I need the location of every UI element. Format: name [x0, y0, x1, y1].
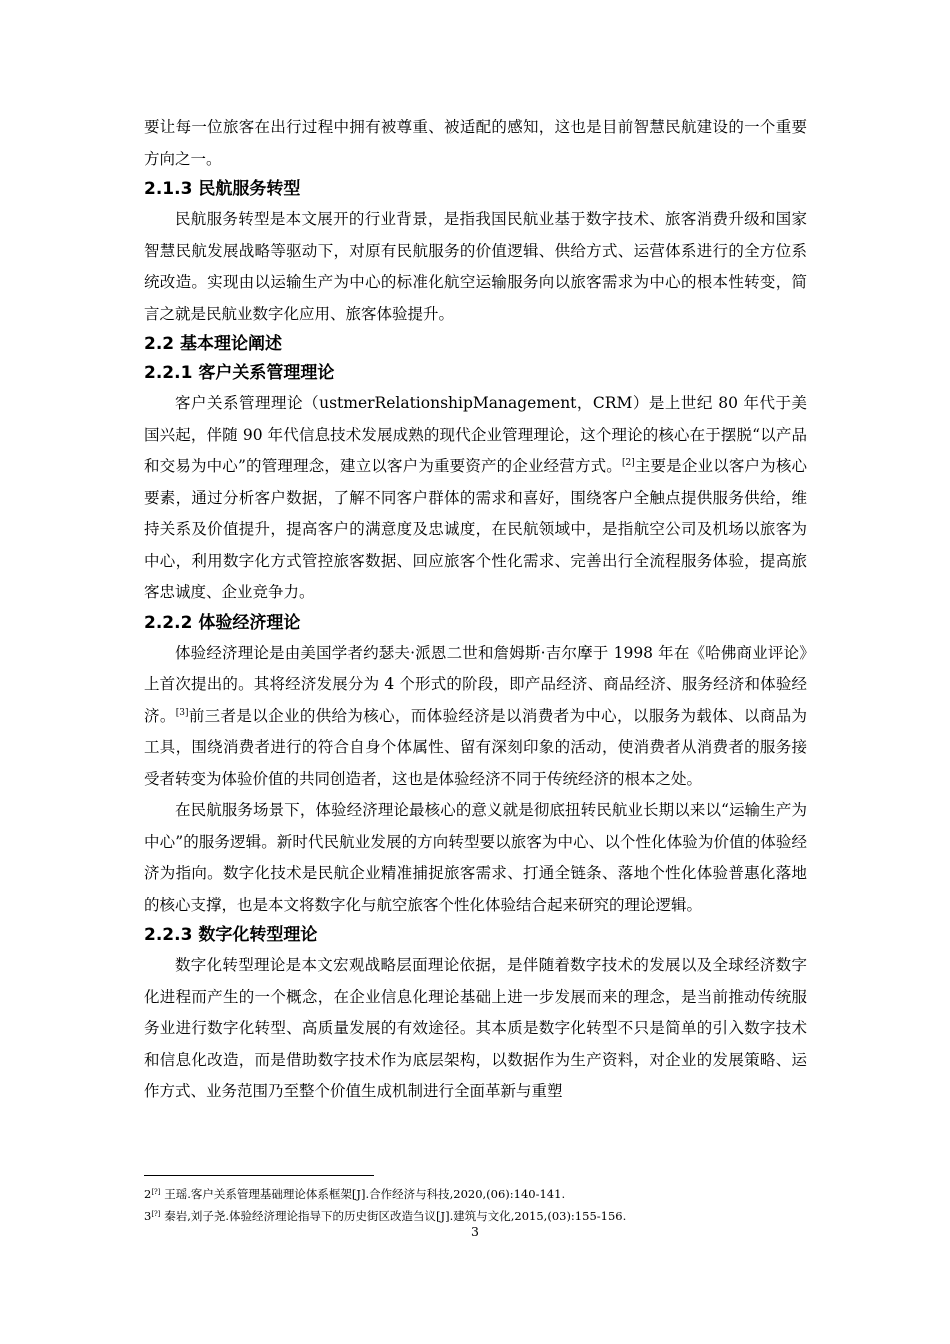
citation-ref-2[interactable]: [2]: [621, 458, 635, 468]
heading-2-2: 2.2 基本理论阐述: [144, 334, 283, 354]
paragraph-crm-part2: 主要是企业以客户为核心要素，通过分析客户数据，了解不同客户群体的需求和喜好，围绕客户全触点提供服务供给，维持关系及价值提升，提高客户的满意度及忠诚度，在民航领域中，是指航空公司及机场以旅客为中心，利用数字化方式管控旅客数据、回应旅客个性化需求、完善出行全流程服务体验，提高旅客忠诚度、企业竞争力。: [144, 457, 807, 601]
heading-2-1-3: 2.1.3 民航服务转型: [144, 179, 301, 199]
heading-2-2-2: 2.2.2 体验经济理论: [144, 612, 301, 633]
page-number: 3: [471, 1224, 479, 1239]
heading-2-2-1: 2.2.1 客户关系管理理论: [144, 363, 335, 383]
paragraph-experience-economy: [144, 638, 807, 796]
footnote-text: 王瑶.客户关系管理基础理论体系框架[J].合作经济与科技,2020,(06):140-141.: [160, 1187, 566, 1201]
footnote-text: 秦岩,刘子尧.体验经济理论指导下的历史街区改造刍议[J].建筑与文化,2015,(03):155-156.: [160, 1209, 627, 1223]
paragraph-crm-part1: 客户关系管理理论（ustmerRelationshipManagement，CRM）是上世纪 80 年代于美国兴起，伴随 90 年代信息技术发展成熟的现代企业管理理论，这个理论的核心在于摆脱“以产品和交易为中心”的管理理念，建立以客户为重要资产的企业经营方式。: [144, 394, 807, 475]
footnote-2: [144, 1183, 807, 1205]
paragraph-intro-continuation: 要让每一位旅客在出行过程中拥有被尊重、被适配的感知，这也是目前智慧民航建设的一个重要方向之一。: [144, 118, 807, 168]
footnote-separator: [144, 1175, 374, 1176]
footnote-mark: [?]: [151, 1188, 161, 1196]
paragraph-experience-part1: 体验经济理论是由美国学者约瑟夫·派恩二世和詹姆斯·吉尔摩于 1998 年在《哈佛商业评论》上首次提出的。其将经济发展分为 4 个形式的阶段，即产品经济、商品经济、服务经济和体验经济。: [144, 643, 807, 725]
body-text: [144, 112, 807, 1108]
footnote-mark: [?]: [151, 1210, 161, 1218]
paragraph-aviation-experience: 在民航服务场景下，体验经济理论最核心的意义就是彻底扭转民航业长期以来以“运输生产为中心”的服务逻辑。新时代民航业发展的方向转型要以旅客为中心、以个性化体验为价值的体验经济为指向。数字化技术是民航企业精准捕捉旅客需求、打通全链条、落地个性化体验普惠化落地的核心支撑，也是本文将数字化与航空旅客个性化体验结合起来研究的理论逻辑。: [144, 801, 807, 914]
heading-2-2-3: 2.2.3 数字化转型理论: [144, 925, 318, 945]
citation-ref-3[interactable]: [3]: [175, 707, 189, 718]
paragraph-service-transformation: 民航服务转型是本文展开的行业背景，是指我国民航业基于数字技术、旅客消费升级和国家智慧民航发展战略等驱动下，对原有民航服务的价值逻辑、供给方式、运营体系进行的全方位系统改造。实现由以运输生产为中心的标准化航空运输服务向以旅客需求为中心的根本性转变，简言之就是民航业数字化应用、旅客体验提升。: [144, 210, 807, 323]
paragraph-crm: [144, 388, 807, 609]
paragraph-experience-part2: 前三者是以企业的供给为核心，而体验经济是以消费者为中心，以服务为载体、以商品为工具，围绕消费者进行的符合自身个体属性、留有深刻印象的活动，使消费者从消费者的服务接受者转变为体验价值的共同创造者，这也是体验经济不同于传统经济的根本之处。: [144, 706, 807, 788]
footnote-number: 3: [144, 1209, 152, 1223]
footnotes: [144, 1183, 807, 1227]
paragraph-digital-transformation: 数字化转型理论是本文宏观战略层面理论依据，是伴随着数字技术的发展以及全球经济数字化进程而产生的一个概念，在企业信息化理论基础上进一步发展而来的理念，是当前推动传统服务业进行数字化转型、高质量发展的有效途径。其本质是数字化转型不只是简单的引入数字技术和信息化改造，而是借助数字技术作为底层架构，以数据作为生产资料，对企业的发展策略、运作方式、业务范围乃至整个价值生成机制进行全面革新与重塑: [144, 956, 807, 1100]
footnote-number: 2: [144, 1187, 152, 1201]
